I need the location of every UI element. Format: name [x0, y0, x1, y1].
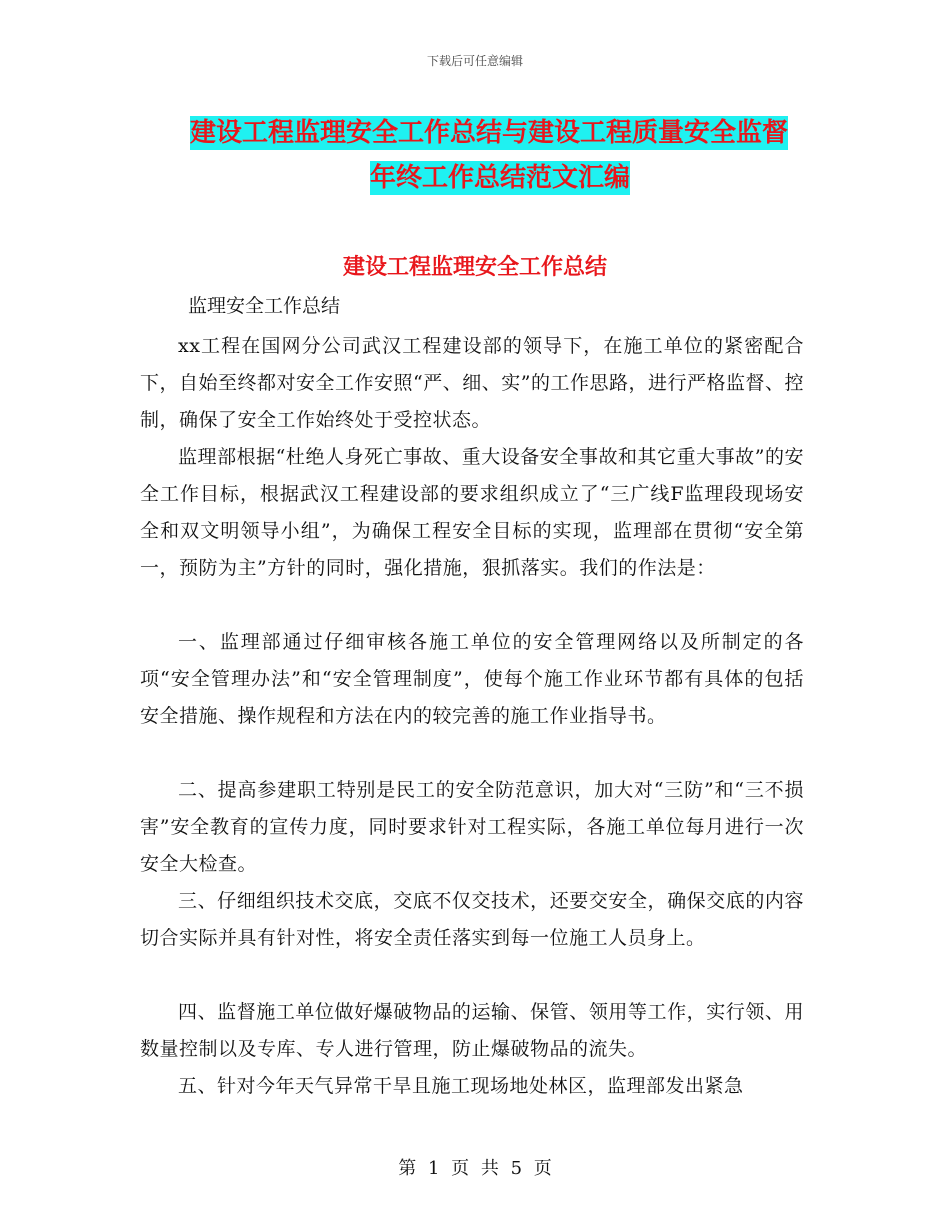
document-title-line-1: [190, 112, 810, 149]
paragraph: 五、针对今年天气异常干旱且施工现场地处林区，监理部发出紧急: [178, 1075, 744, 1097]
document-body: [140, 624, 804, 735]
document-body: [140, 883, 804, 957]
subheading: 监理安全工作总结: [188, 295, 341, 317]
paragraph: 监理部根据“杜绝人身死亡事故、重大设备安全事故和其它重大事故”的安全工作目标，根据武汉工程建设部的要求组织成立了“三广线F监理段现场安全和双文明领导小组”，为确保工程安全目标的实现，监理部在贯彻“安全第一，预防为主”方针的同时，强化措施，狠抓落实。我们的作法是：: [140, 446, 804, 579]
paragraph: xx工程在国网分公司武汉工程建设部的领导下，在施工单位的紧密配合下，自始至终都对安全工作安照“严、细、实”的工作思路，进行严格监督、控制，确保了安全工作始终处于受控状态。: [140, 335, 804, 431]
document-body: [140, 994, 804, 1068]
page-header-note: 下载后可任意编辑: [426, 54, 523, 68]
section-title: 建设工程监理安全工作总结: [342, 255, 607, 280]
document-body: [140, 328, 804, 439]
document-title-line-2: [140, 157, 860, 194]
paragraph: 二、提高参建职工特别是民工的安全防范意识，加大对“三防”和“三不损害”安全教育的宣传力度，同时要求针对工程实际，各施工单位每月进行一次安全大检查。: [140, 779, 804, 875]
paragraph: 四、监督施工单位做好爆破物品的运输、保管、领用等工作，实行领、用数量控制以及专库、专人进行管理，防止爆破物品的流失。: [140, 1001, 804, 1060]
page-footer: 第 1 页 共 5 页: [398, 1158, 552, 1179]
paragraph: 一、监理部通过仔细审核各施工单位的安全管理网络以及所制定的各项“安全管理办法”和“安全管理制度”，使每个施工作业环节都有具体的包括安全措施、操作规程和方法在内的较完善的施工作业指导书。: [140, 631, 804, 727]
paragraph: 三、仔细组织技术交底，交底不仅交技术，还要交安全，确保交底的内容切合实际并具有针对性，将安全责任落实到每一位施工人员身上。: [140, 890, 804, 949]
document-body: [140, 439, 804, 587]
document-title-text-1: 建设工程监理安全工作总结与建设工程质量安全监督: [190, 118, 789, 148]
document-title-text-2: 年终工作总结范文汇编: [369, 163, 630, 193]
document-body: [140, 1068, 804, 1105]
document-body: [140, 772, 804, 883]
